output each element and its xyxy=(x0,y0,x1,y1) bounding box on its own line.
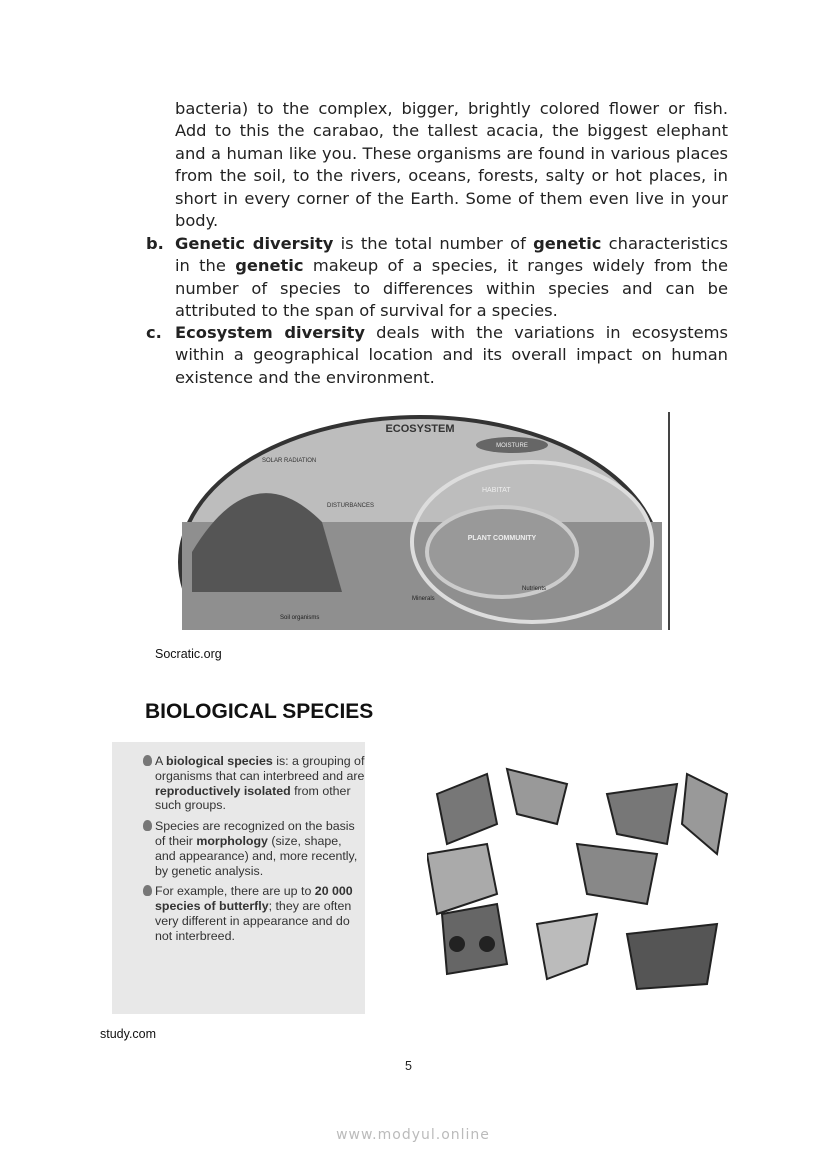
eco-label: Soil organisms xyxy=(280,615,320,621)
text: For example, there are up to xyxy=(155,884,315,899)
text: characteristics in the xyxy=(175,234,728,276)
text: (size, shape, and appearance) and, more recently, by genetic analysis. xyxy=(155,833,358,878)
text: makeup of a species, it ranges widely from the number of species to differences within species and can be attributed to the span of survival for a species. xyxy=(175,256,728,321)
bulb-bullet-icon xyxy=(143,820,152,831)
ecosystem-diagram xyxy=(172,412,670,630)
eco-label: SOLAR RADIATION xyxy=(262,458,317,464)
text: ; they are often very different in appearance and do not interbreed. xyxy=(155,899,352,943)
bulb-bullet-icon xyxy=(143,885,152,896)
section-heading: BIOLOGICAL SPECIES xyxy=(145,700,374,723)
butterflies-image xyxy=(427,764,729,999)
list-item-genetic-diversity xyxy=(146,233,728,323)
term: reproductively isolated xyxy=(155,783,291,798)
watermark: www.modyul.online xyxy=(336,1127,490,1143)
term: Ecosystem diversity xyxy=(175,323,365,342)
text: A xyxy=(155,754,167,768)
species-info-box xyxy=(112,742,365,1014)
text: is: a grouping of organisms that can interbreed and are xyxy=(155,754,365,783)
eco-label: HABITAT xyxy=(482,487,511,494)
eco-label: DISTURBANCES xyxy=(327,503,375,509)
species-bullet xyxy=(112,819,365,878)
image-credit: study.com xyxy=(100,1027,157,1041)
eco-label: Nutrients xyxy=(522,586,547,592)
term: genetic xyxy=(533,234,602,253)
item-label: c. xyxy=(146,323,162,342)
page-number: 5 xyxy=(405,1059,412,1073)
list-item-ecosystem-diversity xyxy=(146,322,728,389)
text: is the total number of xyxy=(333,234,534,253)
eco-label: Minerals xyxy=(412,596,435,602)
text: Species are recognized on the basis of their xyxy=(155,819,355,848)
eco-label: MOISTURE xyxy=(496,443,528,449)
image-credit: Socratic.org xyxy=(155,647,222,661)
text: from other such groups. xyxy=(155,783,351,813)
species-bullet xyxy=(112,884,365,943)
term: biological species xyxy=(166,754,273,768)
item-label: b. xyxy=(146,234,164,253)
text: deals with the variations in ecosystems within a geographical location and its overall impact on human existence and the environment. xyxy=(175,323,728,387)
eco-title: ECOSYSTEM xyxy=(385,423,455,435)
term: 20 000 species of butterfly xyxy=(155,884,353,914)
term: morphology xyxy=(196,833,268,848)
species-bullet xyxy=(112,754,365,813)
bulb-bullet-icon xyxy=(143,755,152,766)
term: genetic xyxy=(235,256,304,276)
term: Genetic diversity xyxy=(175,234,334,253)
eco-label: PLANT COMMUNITY xyxy=(467,535,537,542)
intro-paragraph: bacteria) to the complex, bigger, brightly colored flower or fish. Add to this the carabao, the tallest acacia, the biggest elephant and a human like you. These organisms are found in various places from the soil, to the rivers, oceans, forests, salty or hot places, in short in every corner of the Earth. Some of them even live in your body. xyxy=(175,99,728,231)
